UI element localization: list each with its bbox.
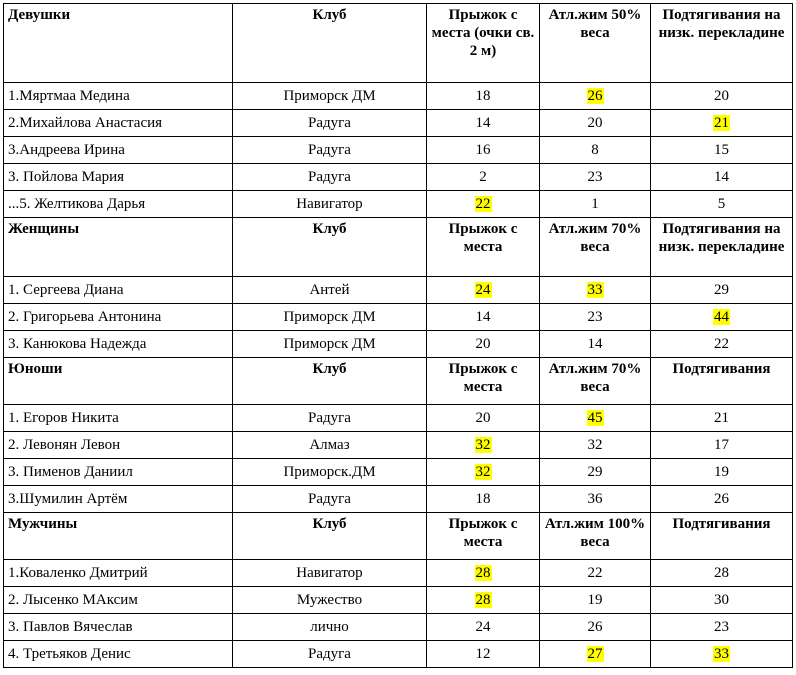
section-title: Юноши xyxy=(4,358,233,405)
results-table xyxy=(3,3,793,668)
jump-score-cell xyxy=(427,191,540,218)
pullups-score: 17 xyxy=(714,437,729,453)
press-score-cell xyxy=(540,191,651,218)
athlete-club-cell xyxy=(233,587,427,614)
results-body xyxy=(4,4,793,668)
section-header-row xyxy=(4,4,793,83)
section-header-row xyxy=(4,358,793,405)
athlete-club-cell xyxy=(233,191,427,218)
pullups-score: 15 xyxy=(714,142,729,158)
jump-score: 20 xyxy=(475,410,491,426)
pullups-score-cell xyxy=(651,164,793,191)
jump-score: 16 xyxy=(475,142,491,158)
athlete-name: 3. Канюкова Надежда xyxy=(8,336,147,352)
jump-score-cell xyxy=(427,137,540,164)
jump-score-cell xyxy=(427,459,540,486)
athlete-club-cell xyxy=(233,277,427,304)
athlete-club: Радуга xyxy=(308,646,351,662)
press-score-cell xyxy=(540,164,651,191)
table-row xyxy=(4,304,793,331)
jump-score: 24 xyxy=(475,282,491,298)
pullups-score-cell xyxy=(651,587,793,614)
jump-score-cell xyxy=(427,405,540,432)
jump-column-header: Прыжок с места (очки св. 2 м) xyxy=(427,4,540,83)
table-row xyxy=(4,560,793,587)
athlete-name-cell xyxy=(4,486,233,513)
athlete-name-cell xyxy=(4,459,233,486)
press-score-cell xyxy=(540,331,651,358)
club-column-header: Клуб xyxy=(233,4,427,83)
athlete-club: Навигатор xyxy=(296,565,363,581)
table-row xyxy=(4,137,793,164)
athlete-name-cell xyxy=(4,641,233,668)
athlete-name-cell xyxy=(4,110,233,137)
athlete-name: 2. Григорьева Антонина xyxy=(8,309,162,325)
pullups-score: 14 xyxy=(714,169,729,185)
press-column-header: Атл.жим 70% веса xyxy=(540,358,651,405)
jump-score-cell xyxy=(427,304,540,331)
jump-score-cell xyxy=(427,331,540,358)
pullups-score-cell xyxy=(651,432,793,459)
table-row xyxy=(4,405,793,432)
athlete-name: 1. Сергеева Диана xyxy=(8,282,124,298)
athlete-name: 3. Павлов Вячеслав xyxy=(8,619,133,635)
athlete-club: Радуга xyxy=(308,410,351,426)
athlete-name-cell xyxy=(4,164,233,191)
athlete-club: Радуга xyxy=(308,491,351,507)
pullups-score: 29 xyxy=(714,282,729,298)
press-score: 1 xyxy=(591,196,599,212)
jump-score: 24 xyxy=(475,619,491,635)
jump-score: 18 xyxy=(475,88,491,104)
pullups-score-cell xyxy=(651,486,793,513)
athlete-club-cell xyxy=(233,614,427,641)
athlete-name: 2. Лысенко МАксим xyxy=(8,592,138,608)
jump-column-header: Прыжок с места xyxy=(427,218,540,277)
pullups-score-cell xyxy=(651,137,793,164)
pullups-score: 44 xyxy=(714,309,729,325)
athlete-club: Мужество xyxy=(296,592,363,608)
pullups-column-header: Подтягивания на низк. перекладине xyxy=(651,4,793,83)
athlete-name-cell xyxy=(4,304,233,331)
press-column-header: Атл.жим 70% веса xyxy=(540,218,651,277)
athlete-name-cell xyxy=(4,191,233,218)
pullups-score: 19 xyxy=(714,464,729,480)
press-score-cell xyxy=(540,432,651,459)
pullups-score-cell xyxy=(651,405,793,432)
athlete-name: 3. Пименов Даниил xyxy=(8,464,133,480)
press-score-cell xyxy=(540,486,651,513)
jump-score-cell xyxy=(427,277,540,304)
table-row xyxy=(4,459,793,486)
press-score-cell xyxy=(540,137,651,164)
jump-score-cell xyxy=(427,110,540,137)
press-score: 23 xyxy=(587,169,603,185)
athlete-club-cell xyxy=(233,164,427,191)
press-score: 29 xyxy=(587,464,603,480)
pullups-score: 5 xyxy=(717,196,726,212)
athlete-club: Навигатор xyxy=(296,196,363,212)
press-score-cell xyxy=(540,405,651,432)
press-column-header: Атл.жим 100% веса xyxy=(540,513,651,560)
press-score-cell xyxy=(540,587,651,614)
press-score: 14 xyxy=(587,336,603,352)
press-score-cell xyxy=(540,304,651,331)
athlete-club-cell xyxy=(233,486,427,513)
jump-score: 32 xyxy=(475,437,491,453)
athlete-name-cell xyxy=(4,587,233,614)
jump-score: 18 xyxy=(475,491,491,507)
athlete-club: Приморск ДМ xyxy=(283,336,376,352)
press-score-cell xyxy=(540,277,651,304)
pullups-score: 21 xyxy=(714,410,729,426)
table-row xyxy=(4,331,793,358)
athlete-name-cell xyxy=(4,614,233,641)
athlete-club: Антей xyxy=(309,282,350,298)
pullups-score-cell xyxy=(651,191,793,218)
press-score: 32 xyxy=(587,437,603,453)
athlete-club: Приморск ДМ xyxy=(283,309,376,325)
pullups-score: 26 xyxy=(714,491,729,507)
press-score: 36 xyxy=(587,491,603,507)
athlete-club-cell xyxy=(233,110,427,137)
table-row xyxy=(4,587,793,614)
table-row xyxy=(4,486,793,513)
pullups-score-cell xyxy=(651,614,793,641)
club-column-header: Клуб xyxy=(233,218,427,277)
athlete-name: ...5. Желтикова Дарья xyxy=(8,196,146,212)
club-column-header: Клуб xyxy=(233,358,427,405)
pullups-score-cell xyxy=(651,331,793,358)
pullups-score-cell xyxy=(651,83,793,110)
athlete-name-cell xyxy=(4,432,233,459)
jump-score-cell xyxy=(427,164,540,191)
table-row xyxy=(4,191,793,218)
athlete-name-cell xyxy=(4,137,233,164)
club-column-header: Клуб xyxy=(233,513,427,560)
athlete-club-cell xyxy=(233,304,427,331)
section-header-row xyxy=(4,513,793,560)
pullups-score: 20 xyxy=(714,88,729,104)
press-score: 27 xyxy=(587,646,603,662)
pullups-score-cell xyxy=(651,277,793,304)
press-score-cell xyxy=(540,614,651,641)
athlete-club: Приморск.ДМ xyxy=(283,464,376,480)
press-score: 23 xyxy=(587,309,603,325)
jump-score-cell xyxy=(427,560,540,587)
press-score: 26 xyxy=(587,619,603,635)
pullups-column-header: Подтягивания на низк. перекладине xyxy=(651,218,793,277)
press-score-cell xyxy=(540,459,651,486)
jump-score: 2 xyxy=(479,169,487,185)
athlete-club-cell xyxy=(233,459,427,486)
table-row xyxy=(4,277,793,304)
jump-score-cell xyxy=(427,641,540,668)
pullups-score: 30 xyxy=(714,592,729,608)
table-row xyxy=(4,641,793,668)
press-score-cell xyxy=(540,641,651,668)
press-score-cell xyxy=(540,110,651,137)
pullups-score-cell xyxy=(651,560,793,587)
pullups-score-cell xyxy=(651,459,793,486)
athlete-name: 2.Михайлова Анастасия xyxy=(8,115,163,131)
athlete-name-cell xyxy=(4,83,233,110)
athlete-name-cell xyxy=(4,405,233,432)
section-header-row xyxy=(4,218,793,277)
athlete-club-cell xyxy=(233,432,427,459)
athlete-name: 4. Третьяков Денис xyxy=(8,646,131,662)
athlete-name: 1. Егоров Никита xyxy=(8,410,119,426)
pullups-score: 28 xyxy=(714,565,729,581)
athlete-club-cell xyxy=(233,560,427,587)
jump-score: 14 xyxy=(475,309,491,325)
press-score-cell xyxy=(540,560,651,587)
athlete-club-cell xyxy=(233,405,427,432)
press-score: 22 xyxy=(587,565,603,581)
athlete-name-cell xyxy=(4,560,233,587)
athlete-club-cell xyxy=(233,83,427,110)
pullups-score-cell xyxy=(651,304,793,331)
athlete-name-cell xyxy=(4,331,233,358)
press-score: 33 xyxy=(587,282,603,298)
press-score: 20 xyxy=(587,115,603,131)
jump-score: 32 xyxy=(475,464,491,480)
table-row xyxy=(4,614,793,641)
athlete-name: 3. Пойлова Мария xyxy=(8,169,125,185)
jump-column-header: Прыжок с места xyxy=(427,513,540,560)
press-score: 19 xyxy=(587,592,603,608)
athlete-name: 3.Андреева Ирина xyxy=(8,142,125,158)
pullups-score: 33 xyxy=(714,646,729,662)
athlete-name: 3.Шумилин Артём xyxy=(8,491,128,507)
jump-score: 14 xyxy=(475,115,491,131)
athlete-club: лично xyxy=(310,619,349,635)
jump-score-cell xyxy=(427,486,540,513)
athlete-club-cell xyxy=(233,641,427,668)
pullups-score-cell xyxy=(651,641,793,668)
press-score: 8 xyxy=(591,142,599,158)
press-column-header: Атл.жим 50% веса xyxy=(540,4,651,83)
table-row xyxy=(4,432,793,459)
jump-score-cell xyxy=(427,614,540,641)
pullups-column-header: Подтягивания xyxy=(651,358,793,405)
athlete-club: Алмаз xyxy=(309,437,350,453)
athlete-name: 2. Левонян Левон xyxy=(8,437,121,453)
section-title: Девушки xyxy=(4,4,233,83)
athlete-name: 1.Мяртмаа Медина xyxy=(8,88,130,104)
athlete-club: Приморск ДМ xyxy=(283,88,376,104)
athlete-name-cell xyxy=(4,277,233,304)
jump-score: 28 xyxy=(475,592,491,608)
jump-score-cell xyxy=(427,83,540,110)
athlete-club-cell xyxy=(233,331,427,358)
pullups-score: 22 xyxy=(714,336,729,352)
jump-score: 22 xyxy=(475,196,491,212)
athlete-club: Радуга xyxy=(308,115,351,131)
table-row xyxy=(4,83,793,110)
press-score-cell xyxy=(540,83,651,110)
jump-score-cell xyxy=(427,587,540,614)
jump-score: 20 xyxy=(475,336,491,352)
jump-score-cell xyxy=(427,432,540,459)
press-score: 45 xyxy=(587,410,603,426)
jump-column-header: Прыжок с места xyxy=(427,358,540,405)
athlete-name: 1.Коваленко Дмитрий xyxy=(8,565,148,581)
table-row xyxy=(4,110,793,137)
press-score: 26 xyxy=(587,88,603,104)
section-title: Мужчины xyxy=(4,513,233,560)
jump-score: 12 xyxy=(475,646,491,662)
pullups-score: 23 xyxy=(714,619,729,635)
table-row xyxy=(4,164,793,191)
section-title: Женщины xyxy=(4,218,233,277)
athlete-club: Радуга xyxy=(308,169,351,185)
pullups-score: 21 xyxy=(714,115,729,131)
jump-score: 28 xyxy=(475,565,491,581)
athlete-club: Радуга xyxy=(308,142,351,158)
pullups-column-header: Подтягивания xyxy=(651,513,793,560)
athlete-club-cell xyxy=(233,137,427,164)
pullups-score-cell xyxy=(651,110,793,137)
